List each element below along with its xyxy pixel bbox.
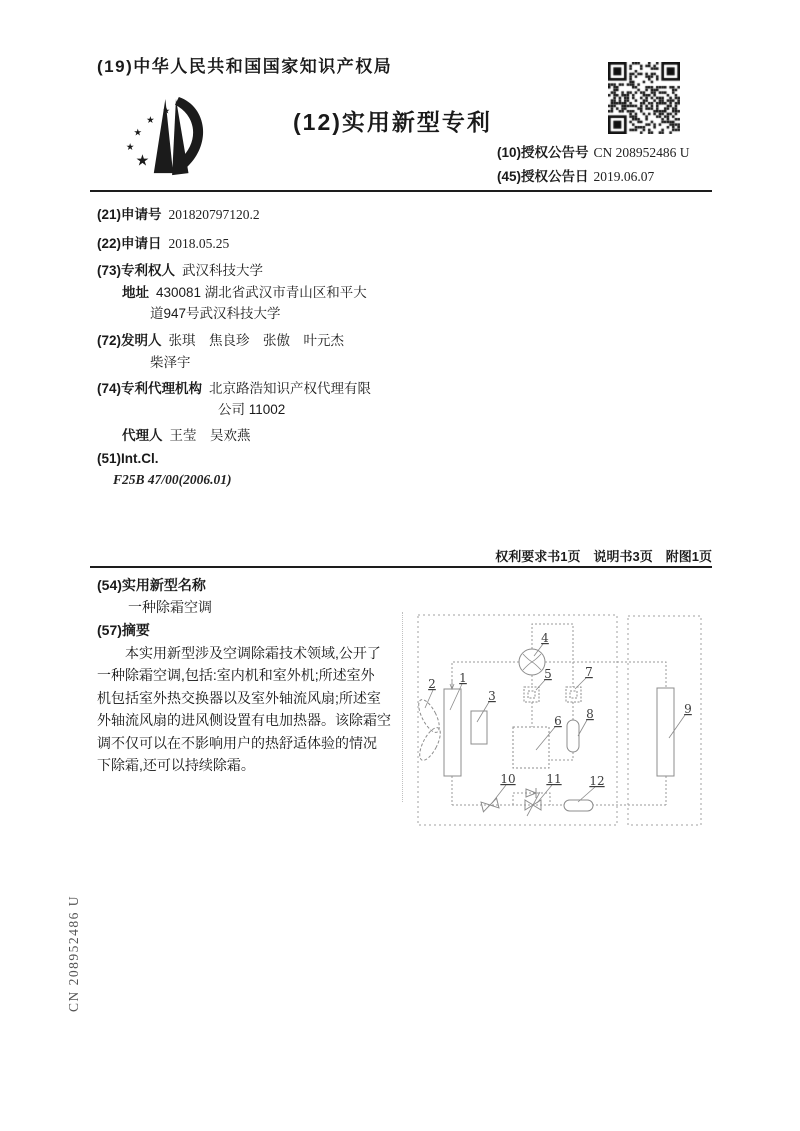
agency-row [97, 377, 371, 397]
abstract-text [97, 642, 407, 776]
address-row-continued [150, 302, 281, 322]
expansion-valve-11 [525, 792, 541, 816]
compressor [513, 727, 549, 768]
agency-line1: 北京路浩知识产权代理有限 [209, 381, 372, 396]
figure-label-8: 8 [586, 707, 594, 721]
agent-label: 代理人 [122, 428, 163, 443]
solenoid-valve-7 [566, 687, 581, 702]
abstract-line: 调不仅可以在不影响用户的热舒适体验的情况 [97, 734, 377, 751]
electric-heater [471, 711, 487, 744]
logo-star-icon: ★ [125, 142, 135, 154]
patentee-row [97, 259, 263, 279]
abstract-line: 外轴流风扇的进风侧设置有电加热器。该除霜空 [97, 712, 391, 729]
intcl-label: (51)Int.Cl. [97, 451, 159, 466]
utility-model-name-label: (54)实用新型名称 [97, 577, 206, 593]
outdoor-heat-exchanger [444, 689, 461, 776]
intcl-value: F25B 47/00(2006.01) [113, 472, 232, 487]
cnipa-logo [122, 92, 228, 184]
inventors-line1: 张琪 焦良珍 张傲 叶元杰 [168, 333, 345, 348]
figure-label-6: 6 [554, 714, 562, 728]
patentee-label: (73)专利权人 [97, 263, 176, 278]
address-line1: 430081 湖北省武汉市青山区和平大 [156, 285, 367, 300]
logo-star-icon: ★ [146, 115, 155, 127]
utility-model-title: 一种除霜空调 [128, 599, 212, 615]
document-type-title: (12)实用新型专利 [293, 109, 492, 135]
abstract-label: (57)摘要 [97, 622, 150, 638]
inventors-row-continued [150, 351, 191, 371]
inventors-row [97, 329, 344, 349]
indoor-heat-exchanger [657, 688, 674, 776]
logo-star-icon: ★ [162, 105, 171, 116]
publication-date-value: 2019.06.07 [593, 169, 655, 184]
figure-label-4: 4 [541, 631, 549, 645]
application-date-value: 2018.05.25 [168, 236, 230, 251]
address-line2: 道947号武汉科技大学 [150, 306, 281, 321]
agency-line2: 公司 11002 [218, 402, 286, 417]
publication-date-label: (45)授权公告日 [497, 169, 589, 184]
application-date-label: (22)申请日 [97, 236, 162, 251]
page-counts-line: 权利要求书1页 说明书3页 附图1页 [495, 549, 712, 564]
logo-star-icon: ★ [133, 127, 143, 139]
intcl-row [97, 451, 159, 466]
side-document-number: CN 208952486 U [66, 894, 81, 1012]
gas-liquid-separator [567, 720, 579, 752]
abstract-line: 下除霜,还可以持续除霜。 [97, 757, 255, 774]
inventors-label: (72)发明人 [97, 333, 162, 348]
publication-number-label: (10)授权公告号 [497, 145, 589, 160]
agent-row [122, 424, 251, 444]
figure-label-3: 3 [488, 689, 496, 703]
figure-label-5: 5 [544, 667, 552, 681]
qr-code [608, 62, 680, 134]
figure-label-7: 7 [585, 665, 593, 679]
application-number-row [97, 203, 260, 223]
header-divider-rule [90, 190, 712, 192]
inventors-line2: 柴泽宇 [150, 355, 191, 370]
application-date-row [97, 232, 229, 252]
publication-date-row [497, 165, 654, 185]
figure-label-10: 10 [500, 772, 516, 786]
application-number-label: (21)申请号 [97, 207, 162, 222]
agent-value: 王莹 吴欢燕 [169, 428, 251, 443]
abstract-line: 机包括室外热交换器以及室外轴流风扇;所述室 [97, 689, 381, 706]
patentee-value: 武汉科技大学 [182, 263, 264, 278]
figure-label-9: 9 [684, 702, 692, 716]
figure-label-1: 1 [459, 671, 467, 685]
figure-label-11: 11 [546, 772, 562, 786]
column-fold-mark [402, 612, 403, 802]
publication-number-row [497, 141, 690, 161]
address-label: 地址 [122, 285, 149, 300]
intcl-value-row [113, 472, 232, 488]
agency-label: (74)专利代理机构 [97, 381, 203, 396]
publication-number-value: CN 208952486 U [593, 145, 690, 160]
abstract-line: 本实用新型涉及空调除霜技术领域,公开了 [125, 645, 381, 661]
outdoor-axial-fan [415, 697, 445, 763]
figure-label-2: 2 [428, 677, 436, 691]
figure-label-12: 12 [589, 774, 605, 788]
section-divider-rule [90, 566, 712, 568]
patent-office-name: (19)中华人民共和国国家知识产权局 [97, 57, 393, 76]
address-row [122, 281, 367, 301]
abstract-figure [408, 610, 710, 835]
application-number-value: 201820797120.2 [168, 207, 260, 222]
abstract-line: 一种除霜空调,包括:室内机和室外机;所述室外 [97, 667, 375, 684]
logo-star-icon: ★ [135, 152, 150, 170]
agency-row-continued [218, 398, 285, 418]
